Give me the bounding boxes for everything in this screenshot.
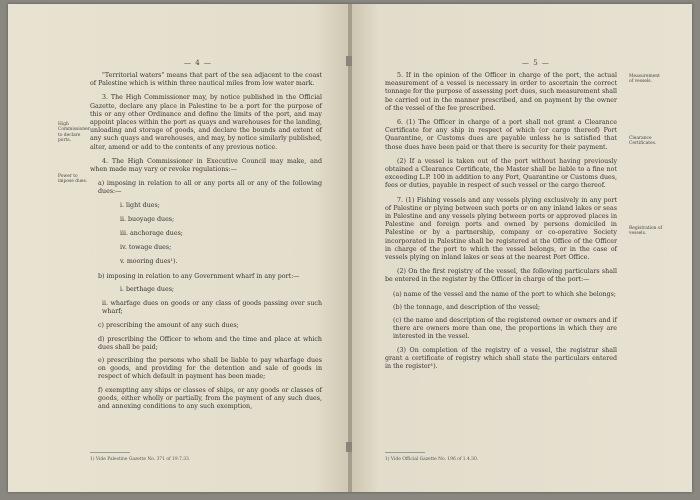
particular-a: (a) name of the vessel and the name of the port to which she belongs; <box>393 290 616 298</box>
paragraph-7-1: 7. (1) Fishing vessels and any vessels plying exclusively in any port of Palestine or plying between such ports or on any inland lakes or seas in Palestine and any vessels plying between ports or approved places in Palestine and foreign ports and owned by persons domiciled in Palestine or by a partnership, company or co-operative Society incorporated in Palestine shall be registered at the Office of the Officer in charge of the port to which the vessel belongs, or in the case of vessels plying on inland lakes or seas at the nearest Port Office. <box>385 196 617 262</box>
particular-c: (c) the name and description of the registered owner or owners and if there are owners more than one, the proportions in which they are interested in the vessel. <box>393 317 617 341</box>
paragraph-5: 5. If in the opinion of the Officer in charge of the port, the actual measurement of a vessel is necessary in order to ascertain the correct tonnage for the purpose of assessing port dues, such measurement shall be carried out in the manner prescribed, and on payment by the owner of the vessel of the fee prescribed. <box>385 72 618 112</box>
paragraph-4: 4. The High Commissioner in Executive Council may make, and when made may vary or revoke regulations:— <box>90 157 322 174</box>
footnote-right: 1) Vide Official Gazette No. 196 of 1.4.30. <box>385 457 479 462</box>
left-page-body <box>90 72 322 416</box>
item-anchorage-dues: iii. anchorage dues; <box>120 230 183 238</box>
clause-a: a) imposing in relation to all or any ports all or any of the following dues:— <box>98 180 322 196</box>
item-towage-dues: iv. towage dues; <box>120 244 172 252</box>
item-wharfage-dues: ii. wharfage dues on goods or any class of goods passing over such wharf; <box>102 300 322 316</box>
item-mooring-dues: v. mooring dues¹). <box>120 258 178 266</box>
right-page-body <box>385 72 617 377</box>
clause-f: f) exempting any ships or classes of ships, or any goods or classes of goods, either wholly or partially, from the payment of any such dues, and annexing conditions to any such exemption, <box>98 386 322 411</box>
paragraph-3: 3. The High Commissioner may, by notice published in the Official Gazette, declare any place in Palestine to be a port for the purpose of this or any other Ordinance and define the limits of the port, and may appoint places within the port as quays and warehouses for the landing, unloading and storage of goods, and declare the bounds and extent of any such quays and warehouses, and may, by notice similarly published, alter, amend or add to the contents of any previous notice. <box>90 94 322 151</box>
item-buoyage-dues: ii. buoyage dues; <box>120 215 175 223</box>
margin-note-measurement: Measurement of vessels. <box>629 74 660 85</box>
footnote-rule <box>385 452 425 453</box>
paragraph-7-3: (3) On completion of the registry of a vessel, the registrar shall grant a certificate of registry which shall state the particulars entered in the register¹). <box>385 346 617 371</box>
left-page <box>8 4 348 492</box>
paragraph-6-2: (2) If a vessel is taken out of the port without having previously obtained a Clearance Certificate, the Master shall be liable to a fine not exceeding L.P. 100 in addition to any Port, Quarantine or Customs dues, fees or duties, payable in respect of such vessel or the cargo thereof. <box>385 157 617 190</box>
footnote-rule <box>90 452 130 453</box>
footnote-left: 1) Vide Palestine Gazette No. 371 of 19.7.33. <box>90 457 191 462</box>
clause-b: b) imposing in relation to any Government wharf in any port:— <box>98 272 300 280</box>
particular-b: (b) the tonnage, and description of the vessel; <box>393 303 541 311</box>
margin-note-ports: High Commissioner to declare ports. <box>58 122 90 144</box>
page-number-left: — 4 — <box>184 59 212 67</box>
clause-c: c) prescribing the amount of any such dues; <box>98 322 239 330</box>
margin-note-dues: Power to impose dues. <box>58 174 88 185</box>
clause-e: e) prescribing the persons who shall be liable to pay wharfage dues on goods, and providing for the detention and sale of goods in respect of which default in payment has been made; <box>98 357 322 381</box>
right-page <box>352 4 692 492</box>
item-berthage-dues: i. berthage dues; <box>120 285 175 293</box>
page-number-right: — 5 — <box>522 59 550 67</box>
paragraph-7-2: (2) On the first registry of the vessel, the following particulars shall be entered in the register by the Officer in charge of the port:— <box>385 268 617 284</box>
clause-d: d) prescribing the Officer to whom and the time and place at which dues shall be paid; <box>98 335 322 351</box>
paragraph-territorial-waters: "Territorial waters" means that part of the sea adjacent to the coast of Palestine which is within three nautical miles from low water mark. <box>90 72 322 88</box>
margin-note-clearance: Clearance Certificates. <box>629 136 657 147</box>
item-light-dues: i. light dues; <box>120 201 160 209</box>
margin-note-registration: Registration of vessels. <box>629 226 663 237</box>
paragraph-6-1: 6. (1) The Officer in charge of a port shall not grant a Clearance Certificate for any ship in respect of which (or cargo thereof) Port Quarantine, or Customs dues are payable unless he is satisfied that those dues have been paid or that there is security for their payment. <box>385 119 617 151</box>
open-booklet <box>8 4 692 492</box>
